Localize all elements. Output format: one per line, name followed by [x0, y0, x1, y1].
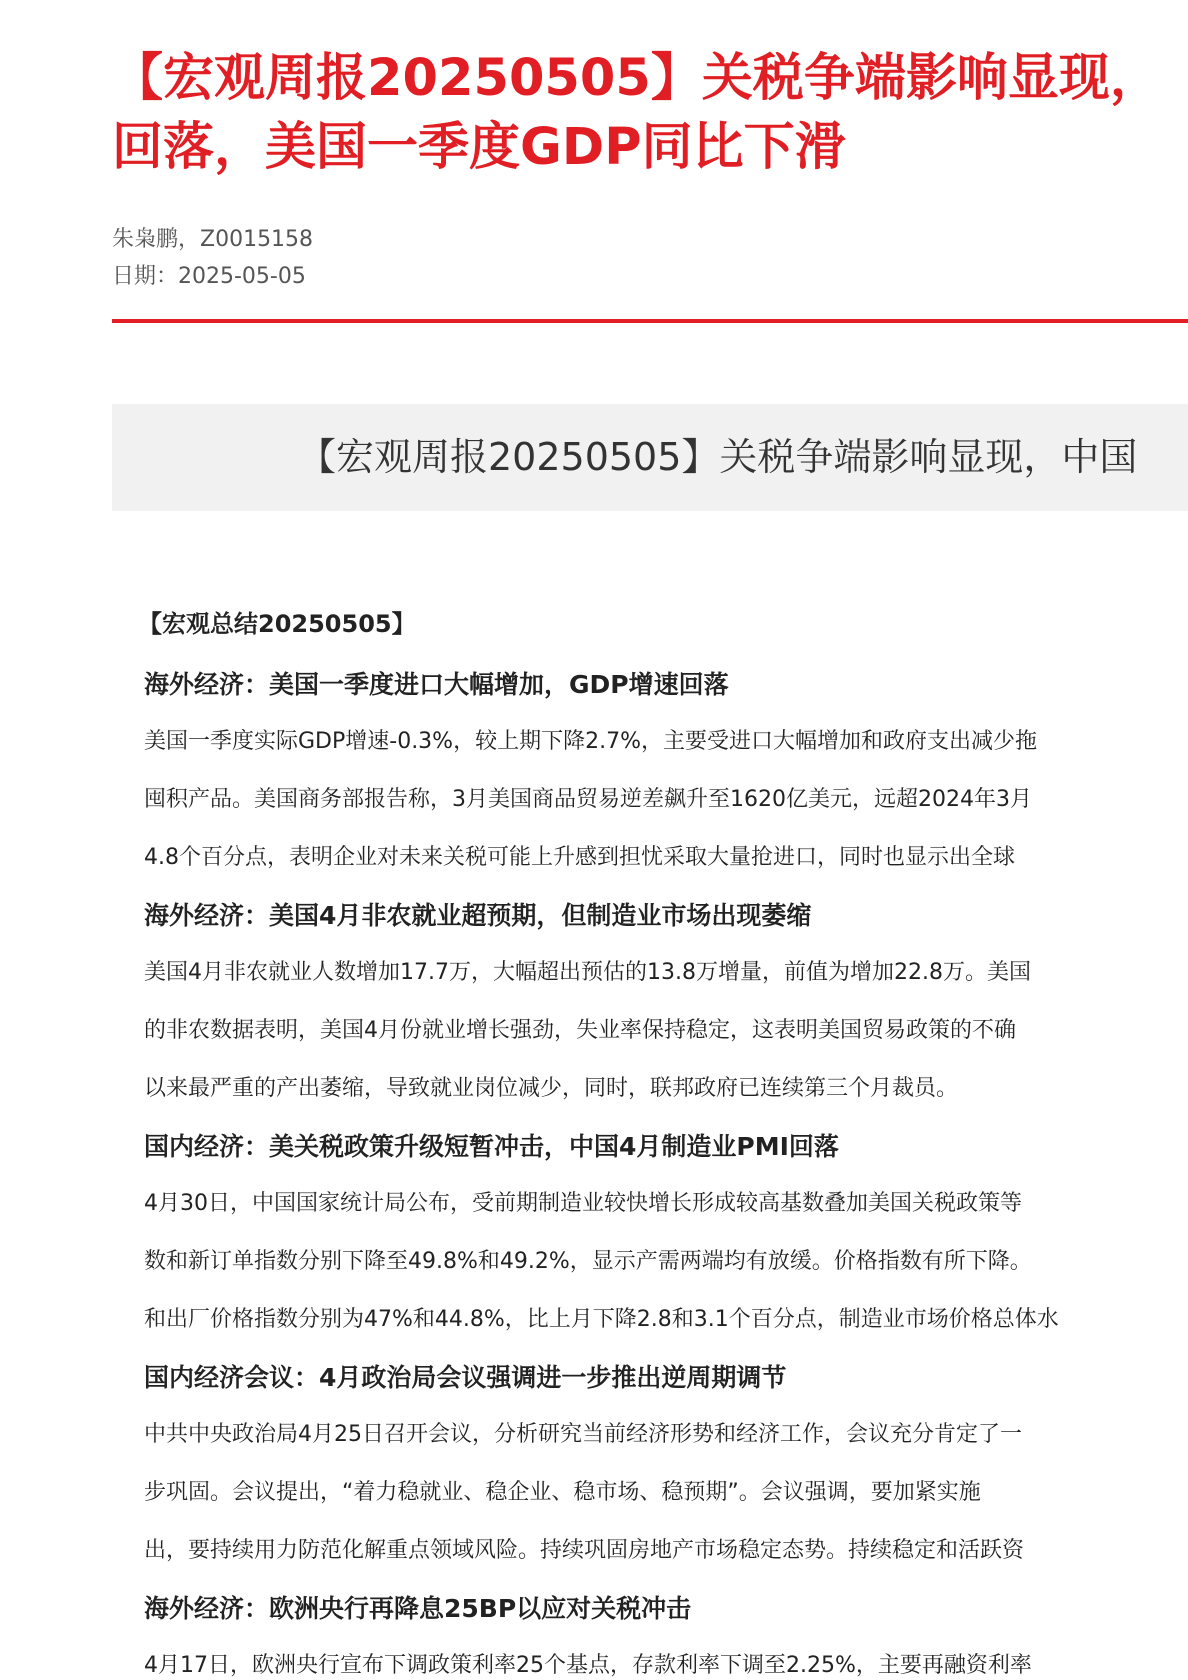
- title-line-1: 【宏观周报20250505】关税争端影响显现，: [112, 49, 1161, 108]
- section-heading: 国内经济会议：4月政治局会议强调进一步推出逆周期调节: [144, 1363, 787, 1392]
- watermark-logo: [1112, 1520, 1188, 1680]
- section-heading: 海外经济：美国4月非农就业超预期，但制造业市场出现萎缩: [144, 901, 812, 930]
- summary-heading: 【宏观总结20250505】: [138, 610, 416, 638]
- section-heading: 海外经济：美国一季度进口大幅增加，GDP增速回落: [144, 670, 729, 699]
- section-heading: 国内经济：美关税政策升级短暂冲击，中国4月制造业PMI回落: [144, 1132, 839, 1161]
- paragraph-line: 4月17日，欧洲央行宣布下调政策利率25个基点，存款利率下调至2.25%，主要再融资利率: [144, 1653, 1032, 1678]
- paragraph-line: 美国4月非农就业人数增加17.7万，大幅超出预估的13.8万增量，前值为增加22.8万。美国: [144, 960, 1031, 985]
- title-divider: [112, 319, 1188, 323]
- paragraph-line: 出，要持续用力防范化解重点领域风险。持续巩固房地产市场稳定态势。持续稳定和活跃资: [144, 1538, 1025, 1563]
- paragraph-line: 4.8个百分点，表明企业对未来关税可能上升感到担忧采取大量抢进口，同时也显示出全球: [144, 845, 1015, 870]
- section: [144, 1118, 1188, 1349]
- paragraph-line: 囤积产品。美国商务部报告称，3月美国商品贸易逆差飙升至1620亿美元，远超2024年3月: [144, 787, 1032, 812]
- paragraph-line: 数和新订单指数分别下降至49.8%和49.2%，显示产需两端均有放缓。价格指数有所下降。: [144, 1249, 1032, 1274]
- title-line-2: 回落，美国一季度GDP同比下滑: [112, 118, 846, 177]
- paragraph-line: 以来最严重的产出萎缩，导致就业岗位减少，同时，联邦政府已连续第三个月裁员。: [144, 1076, 959, 1101]
- paragraph-line: 的非农数据表明，美国4月份就业增长强劲，失业率保持稳定，这表明美国贸易政策的不确: [144, 1018, 1016, 1043]
- section-heading: 海外经济：欧洲央行再降息25BP以应对关税冲击: [144, 1594, 692, 1623]
- paragraph-line: 4月30日，中国国家统计局公布，受前期制造业较快增长形成较高基数叠加美国关税政策等: [144, 1191, 1022, 1216]
- report-title: [112, 44, 1188, 182]
- paragraph-line: 中共中央政治局4月25日召开会议，分析研究当前经济形势和经济工作，会议充分肯定了一: [144, 1422, 1022, 1447]
- title-banner: [112, 404, 1188, 511]
- author: 朱枭鹏，Z0015158: [112, 227, 314, 252]
- section: [144, 656, 1188, 887]
- banner-title: 【宏观周报20250505】关税争端影响显现，中国: [298, 435, 1138, 479]
- paragraph-line: 美国一季度实际GDP增速-0.3%，较上期下降2.7%，主要受进口大幅增加和政府支出减少拖: [144, 729, 1037, 754]
- paragraph-line: 和出厂价格指数分别为47%和44.8%，比上月下降2.8和3.1个百分点，制造业市场价格总体水: [144, 1307, 1059, 1332]
- paragraph-line: 步巩固。会议提出，“着力稳就业、稳企业、稳市场、稳预期”。会议强调，要加紧实施: [144, 1480, 981, 1505]
- report-date: 日期：2025-05-05: [112, 264, 306, 289]
- section: [144, 887, 1188, 1118]
- report-meta: [112, 221, 313, 295]
- report-page: [112, 0, 1188, 1680]
- section: [144, 1580, 1188, 1680]
- section: [144, 1349, 1188, 1580]
- report-body: [138, 598, 1188, 1680]
